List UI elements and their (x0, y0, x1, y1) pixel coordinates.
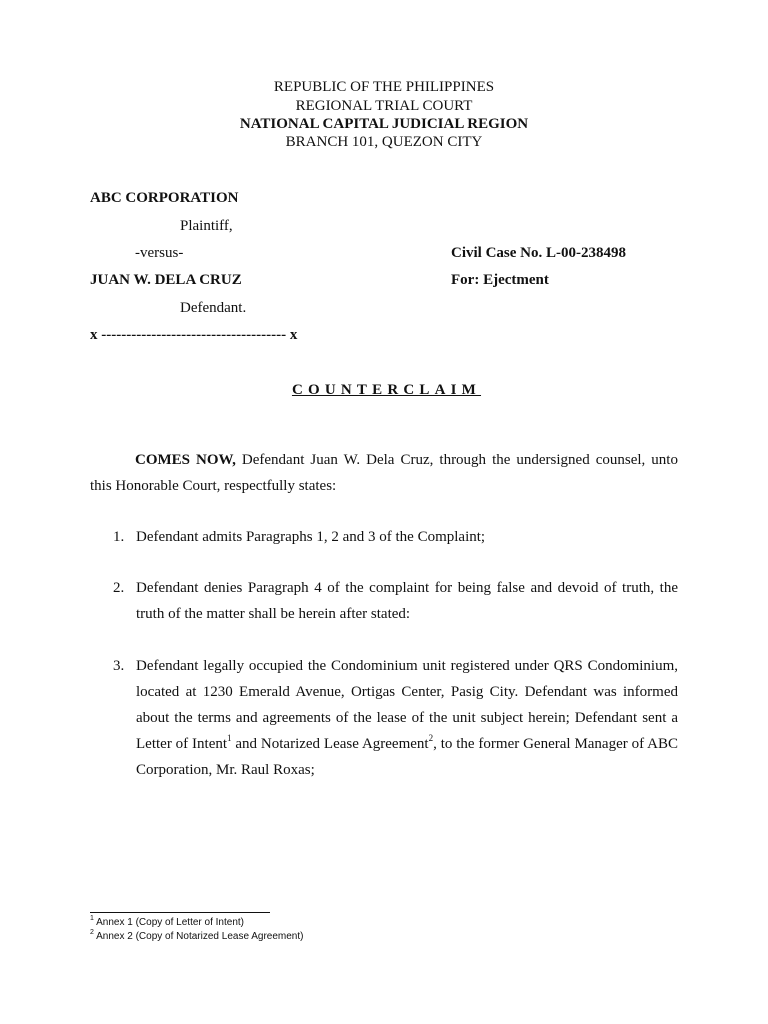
footnote-2-text: Annex 2 (Copy of Notarized Lease Agreement) (93, 931, 304, 942)
versus-label: -versus- (135, 245, 184, 261)
document-title: COUNTERCLAIM (291, 382, 482, 398)
item-3-part2: and Notarized Lease Agreement (231, 736, 429, 752)
item-3-part1: Defendant legally occupied the Condominium unit registered under QRS Condominium, located at 1230 Emerald Avenue, Ortigas Center, Pasig City. Defendant was informed about the terms and agreements of the lease of the unit subject herein; Defendant sent a Letter of Intent (136, 658, 678, 752)
caption-separator: x ------------------------------------- x (90, 327, 298, 343)
court-header-branch: BRANCH 101, QUEZON CITY (285, 134, 483, 150)
item-2-text: Defendant denies Paragraph 4 of the complaint for being false and devoid of truth, the truth of the matter shall be herein after stated: (136, 580, 678, 622)
footnote-2 (90, 928, 304, 943)
footnote-1-text: Annex 1 (Copy of Letter of Intent) (93, 917, 244, 928)
item-1-number: 1. (113, 529, 125, 545)
intro-lead: COMES NOW, (135, 452, 236, 468)
footnote-ref-2[interactable]: 2 (428, 733, 434, 743)
footnote-1 (90, 914, 244, 929)
footnote-1-mark: 1 (90, 914, 94, 922)
case-number: Civil Case No. L-00-238498 (451, 245, 626, 261)
item-3-text (136, 653, 678, 783)
court-header-region: NATIONAL CAPITAL JUDICIAL REGION (239, 116, 529, 132)
court-header-republic: REPUBLIC OF THE PHILIPPINES (273, 79, 495, 95)
plaintiff-role: Plaintiff, (180, 218, 233, 234)
item-3-part3: , to the former General Manager of ABC Corporation, Mr. Raul Roxas; (136, 736, 678, 778)
item-2-number: 2. (113, 580, 125, 596)
footnote-ref-1[interactable]: 1 (227, 733, 232, 743)
defendant-name: JUAN W. DELA CRUZ (90, 272, 242, 288)
item-1-text: Defendant admits Paragraphs 1, 2 and 3 of the Complaint; (136, 529, 486, 545)
item-3-number: 3. (113, 658, 125, 674)
case-nature: For: Ejectment (451, 272, 549, 288)
court-header-trial-court: REGIONAL TRIAL COURT (295, 98, 473, 114)
defendant-role: Defendant. (180, 300, 247, 316)
intro-paragraph (90, 447, 678, 499)
intro-text: Defendant Juan W. Dela Cruz, through the undersigned counsel, unto this Honorable Court, respectfully states: (90, 452, 678, 494)
footnote-2-mark: 2 (90, 928, 94, 936)
plaintiff-name: ABC CORPORATION (90, 190, 239, 206)
footnote-divider (90, 912, 270, 913)
